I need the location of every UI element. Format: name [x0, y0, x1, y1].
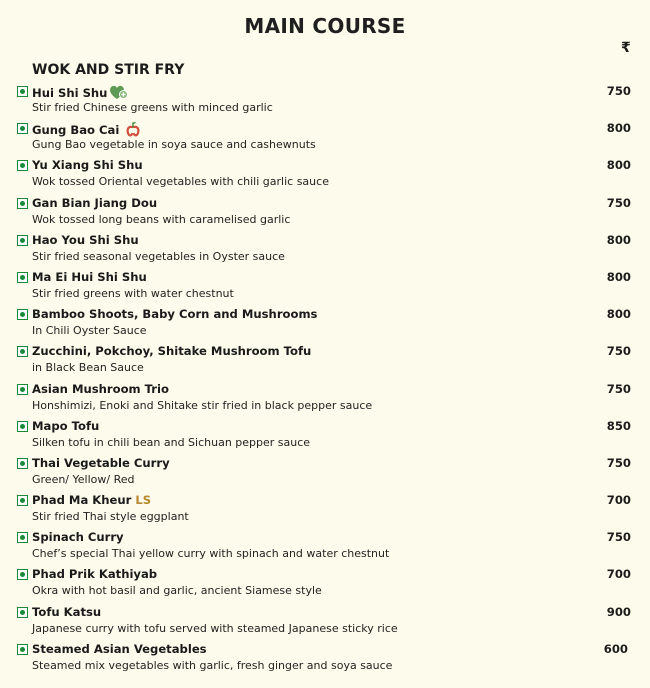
menu-item-price: 750	[606, 344, 631, 359]
veg-mark-icon	[17, 160, 28, 171]
menu-item	[0, 493, 650, 530]
menu-item	[0, 605, 650, 642]
veg-mark-icon	[17, 458, 28, 469]
menu-item-description: in Black Bean Sauce	[32, 361, 144, 375]
veg-mark-icon	[17, 607, 28, 618]
menu-item-price: 800	[606, 158, 631, 173]
menu-item-price: 750	[606, 195, 631, 210]
menu-item-price: 800	[606, 121, 631, 136]
menu-item-price: 800	[606, 269, 631, 284]
menu-item-name: Hao You Shi Shu	[32, 232, 139, 247]
menu-item-price: 750	[606, 530, 631, 545]
menu-item-description: Okra with hot basil and garlic, ancient Siamese style	[32, 584, 322, 598]
ls-tag: LS	[135, 493, 152, 508]
menu-item-description: Honshimizi, Enoki and Shitake stir fried in black pepper sauce	[32, 398, 373, 412]
menu-item	[0, 344, 650, 381]
currency-symbol: ₹	[621, 40, 631, 56]
menu-item-name: Phad Prik Kathiyab	[32, 567, 158, 582]
menu-item	[0, 158, 650, 195]
menu-item	[0, 233, 650, 270]
menu-item-name: Ma Ei Hui Shi Shu	[32, 269, 147, 284]
page-title: MAIN COURSE	[244, 14, 406, 38]
menu-item-name: Hui Shi Shu	[32, 84, 129, 103]
menu-item	[0, 270, 650, 307]
veg-mark-icon	[17, 272, 28, 283]
menu-item	[0, 530, 650, 567]
menu-item-name: Steamed Asian Vegetables	[32, 641, 207, 656]
menu-item-name: Mapo Tofu	[32, 418, 100, 433]
menu-item-description: Japanese curry with tofu served with steamed Japanese sticky rice	[32, 621, 398, 635]
veg-mark-icon	[17, 495, 28, 506]
veg-mark-icon	[17, 235, 28, 246]
menu-item-description: Gung Bao vegetable in soya sauce and cashewnuts	[32, 138, 316, 152]
menu-item-price: 900	[606, 604, 631, 619]
menu-item-name: Yu Xiang Shi Shu	[32, 158, 143, 173]
menu-item	[0, 84, 650, 121]
veg-mark-icon	[17, 569, 28, 580]
menu-item-name: Tofu Katsu	[32, 604, 102, 619]
menu-item-price: 750	[606, 455, 631, 470]
menu-item-name: Gan Bian Jiang Dou	[32, 195, 158, 210]
menu-item	[0, 121, 650, 158]
menu-item-name: Bamboo Shoots, Baby Corn and Mushrooms	[32, 307, 318, 322]
menu-item-name: Zucchini, Pokchoy, Shitake Mushroom Tofu	[32, 344, 312, 359]
menu-item	[0, 196, 650, 233]
menu-item-description: Chef’s special Thai yellow curry with spinach and water chestnut	[32, 547, 390, 561]
veg-mark-icon	[17, 123, 28, 134]
menu-item-description: In Chili Oyster Sauce	[32, 324, 147, 338]
veg-mark-icon	[17, 532, 28, 543]
veg-mark-icon	[17, 86, 28, 97]
menu-item-name: Phad Ma Kheur LS	[32, 493, 152, 508]
section-title: WOK AND STIR FRY	[32, 62, 185, 78]
menu-item-name: Spinach Curry	[32, 530, 124, 545]
menu-item-description: Silken tofu in chili bean and Sichuan pepper sauce	[32, 435, 311, 449]
veg-mark-icon	[17, 384, 28, 395]
menu-item-description: Green/ Yellow/ Red	[32, 472, 135, 486]
veg-mark-icon	[17, 644, 28, 655]
veg-mark-icon	[17, 346, 28, 357]
veg-mark-icon	[17, 198, 28, 209]
menu-item-description: Stir fried greens with water chestnut	[32, 286, 234, 300]
menu-item	[0, 419, 650, 456]
veg-mark-icon	[17, 309, 28, 320]
menu-item-description: Stir fried Chinese greens with minced garlic	[32, 101, 273, 114]
menu-item-price: 700	[606, 493, 631, 508]
menu-item-description: Wok tossed long beans with caramelised garlic	[32, 212, 291, 226]
menu-item-price: 750	[606, 381, 631, 396]
menu-item-description: Stir fried Thai style eggplant	[32, 510, 189, 524]
menu-item	[0, 567, 650, 604]
menu-item	[0, 307, 650, 344]
veg-mark-icon	[17, 421, 28, 432]
menu-item-name: Asian Mushroom Trio	[32, 381, 169, 396]
menu-item-price: 800	[606, 307, 631, 322]
menu-item	[0, 456, 650, 493]
menu-item-list	[0, 84, 650, 679]
menu-item-price: 700	[606, 567, 631, 582]
menu-item-description: Wok tossed Oriental vegetables with chili garlic sauce	[32, 175, 329, 189]
menu-item-name: Thai Vegetable Curry	[32, 455, 170, 470]
menu-item-price: 850	[606, 418, 631, 433]
menu-item	[0, 382, 650, 419]
menu-item-price: 750	[606, 84, 631, 98]
menu-item-price: 600	[603, 641, 628, 656]
menu-item-description: Steamed mix vegetables with garlic, fresh ginger and soya sauce	[32, 658, 393, 672]
menu-item-description: Stir fried seasonal vegetables in Oyster sauce	[32, 249, 285, 263]
menu-item-price: 800	[606, 232, 631, 247]
menu-item	[0, 642, 650, 679]
menu-item-name: Gung Bao Cai	[32, 121, 141, 140]
